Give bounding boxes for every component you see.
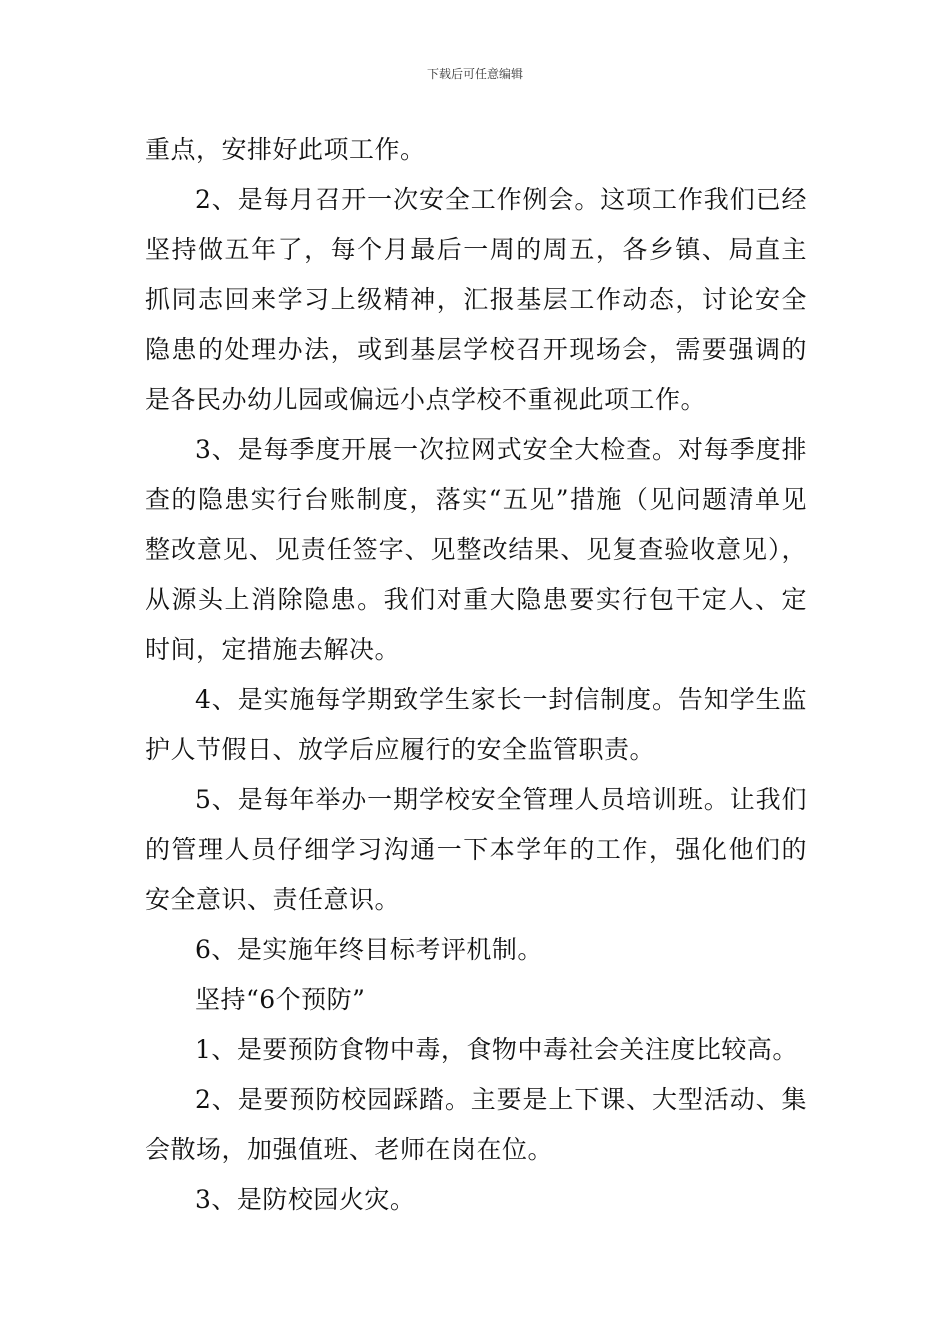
paragraph-3: 3、是每季度开展一次拉网式安全大检查。对每季度排查的隐患实行台账制度，落实“五见”措施（见问题清单见整改意见、见责任签字、见整改结果、见复查验收意见），从源头上消除隐患。我们对重大隐患要实行包干定人、定时间，定措施去解决。	[145, 435, 807, 664]
document-body	[145, 125, 807, 1225]
paragraph-2: 2、是每月召开一次安全工作例会。这项工作我们已经坚持做五年了，每个月最后一周的周五，各乡镇、局直主抓同志回来学习上级精神，汇报基层工作动态，讨论安全隐患的处理办法，或到基层学校召开现场会，需要强调的是各民办幼儿园或偏远小点学校不重视此项工作。	[145, 185, 807, 414]
paragraph-6: 6、是实施年终目标考评机制。	[195, 935, 543, 964]
paragraph-1: 重点，安排好此项工作。	[145, 135, 426, 164]
paragraph-7: 坚持“6个预防”	[195, 985, 366, 1014]
paragraph-9: 2、是要预防校园踩踏。主要是上下课、大型活动、集会散场，加强值班、老师在岗在位。	[145, 1085, 807, 1164]
paragraph-8: 1、是要预防食物中毒，食物中毒社会关注度比较高。	[195, 1035, 798, 1064]
paragraph-4: 4、是实施每学期致学生家长一封信制度。告知学生监护人节假日、放学后应履行的安全监管职责。	[145, 685, 807, 764]
paragraph-10: 3、是防校园火灾。	[195, 1185, 416, 1214]
paragraph-5: 5、是每年举办一期学校安全管理人员培训班。让我们的管理人员仔细学习沟通一下本学年的工作，强化他们的安全意识、责任意识。	[145, 785, 807, 914]
page-header-note: 下载后可任意编辑	[426, 67, 523, 81]
